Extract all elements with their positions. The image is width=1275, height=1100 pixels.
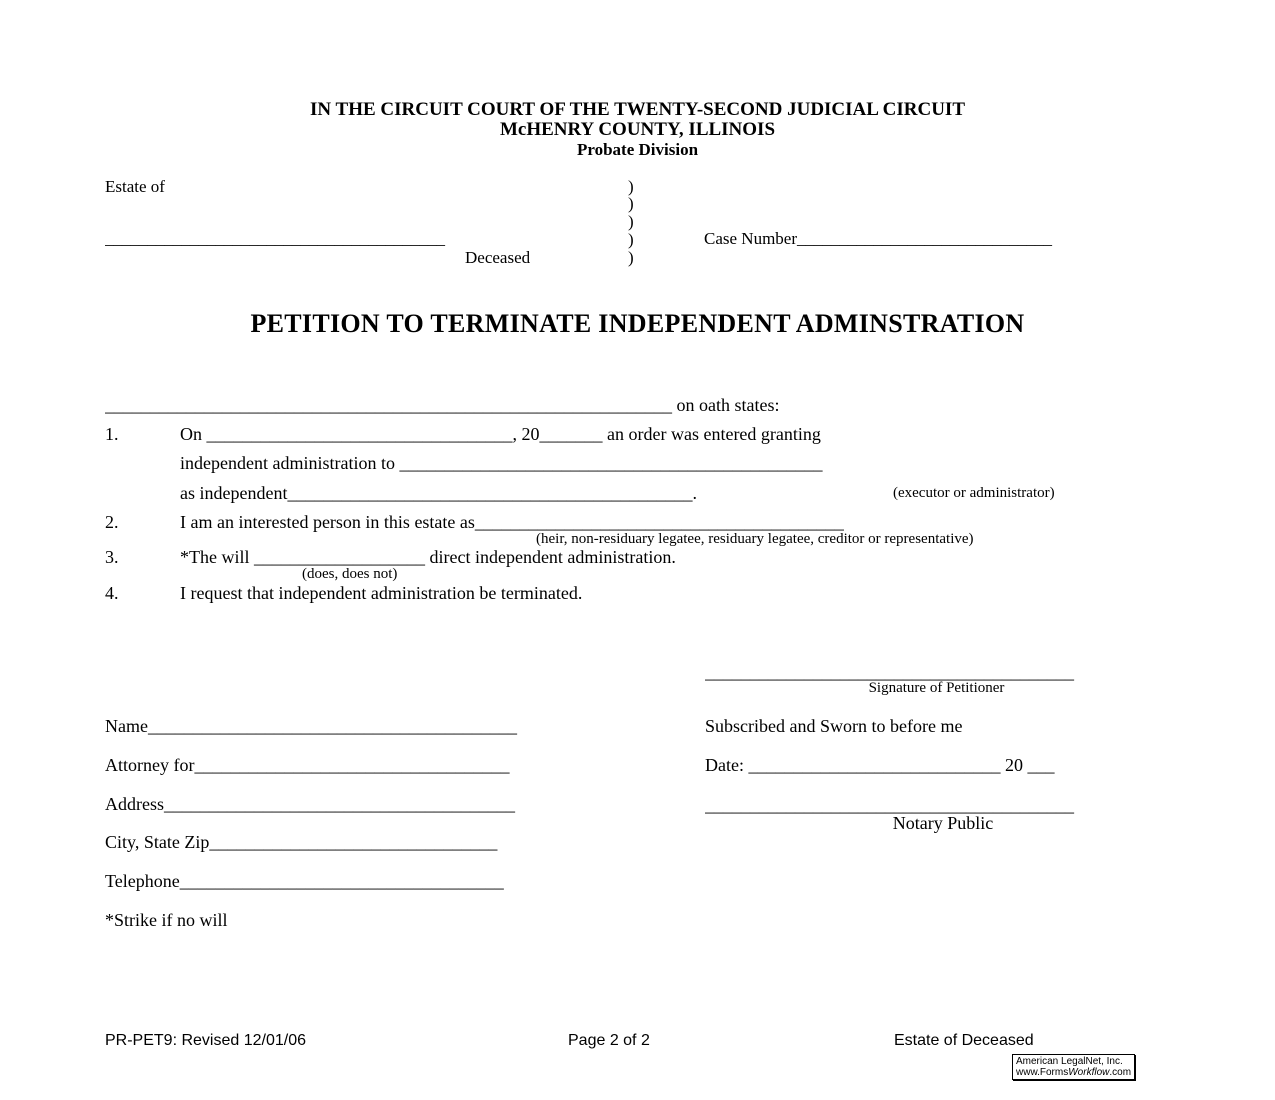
item-2-number: 2. (105, 512, 119, 532)
page-number: Page 2 of 2 (568, 1032, 650, 1049)
item-1-number: 1. (105, 424, 119, 444)
item-3-hint: (does, does not) (302, 566, 398, 582)
notary-public-label: Notary Public (892, 813, 994, 833)
form-id: PR-PET9: Revised 12/01/06 (105, 1032, 306, 1049)
case-number-field[interactable]: Case Number______________________________ (704, 229, 1053, 248)
american-legalnet-badge[interactable] (1012, 1054, 1135, 1080)
caption-paren-3: ) (628, 212, 634, 231)
telephone-field[interactable]: Telephone____________________________________ (105, 871, 504, 891)
item-4-text: I request that independent administration be terminated. (180, 583, 583, 603)
court-heading: IN THE CIRCUIT COURT OF THE TWENTY-SECOND JUDICIAL CIRCUIT (310, 99, 965, 120)
caption-paren-5: ) (628, 248, 634, 267)
badge-company-name: American LegalNet, Inc. (1016, 1056, 1123, 1067)
item-1-line-1[interactable]: On __________________________________, 20_______ an order was entered granting (180, 424, 821, 444)
badge-url: www.FormsWorkflow.com (1016, 1067, 1132, 1078)
deceased-label: Deceased (465, 248, 531, 267)
estate-of-label: Estate of (105, 177, 165, 196)
document-title: PETITION TO TERMINATE INDEPENDENT ADMINSTRATION (250, 309, 1025, 338)
item-4-number: 4. (105, 583, 119, 603)
name-field[interactable]: Name_________________________________________ (105, 716, 517, 736)
notary-date-field[interactable]: Date: ____________________________ 20 ___ (705, 755, 1055, 775)
caption-paren-1: ) (628, 177, 634, 196)
item-3-text[interactable]: *The will ___________________ direct independent administration. (180, 547, 676, 567)
strike-note: *Strike if no will (105, 910, 228, 930)
caption-paren-2: ) (628, 194, 634, 213)
deceased-name-field[interactable]: ________________________________________ (105, 229, 445, 248)
item-3-number: 3. (105, 547, 119, 567)
footer-estate: Estate of Deceased (894, 1032, 1034, 1049)
caption-paren-4: ) (628, 230, 634, 249)
item-1-line-3[interactable]: as independent_____________________________________________. (180, 483, 697, 503)
item-1-hint: (executor or administrator) (893, 485, 1055, 501)
attorney-for-field[interactable]: Attorney for___________________________________ (105, 755, 510, 775)
signature-label: Signature of Petitioner (868, 680, 1005, 696)
city-state-zip-field[interactable]: City, State Zip________________________________ (105, 832, 498, 852)
item-1-line-2[interactable]: independent administration to _______________________________________________ (180, 453, 823, 473)
signature-line[interactable]: _________________________________________ (705, 662, 1074, 682)
item-2-hint: (heir, non-residuary legatee, residuary legatee, creditor or representative) (536, 531, 974, 547)
division-heading: Probate Division (576, 140, 699, 159)
address-field[interactable]: Address_______________________________________ (105, 794, 515, 814)
subscribed-text: Subscribed and Sworn to before me (705, 716, 963, 736)
notary-signature-line[interactable]: _________________________________________ (705, 795, 1074, 815)
item-2-text[interactable]: I am an interested person in this estate as_________________________________________ (180, 512, 844, 532)
petitioner-oath-line[interactable]: _______________________________________________________________ on oath states: (105, 395, 780, 415)
county-heading: McHENRY COUNTY, ILLINOIS (499, 119, 776, 140)
